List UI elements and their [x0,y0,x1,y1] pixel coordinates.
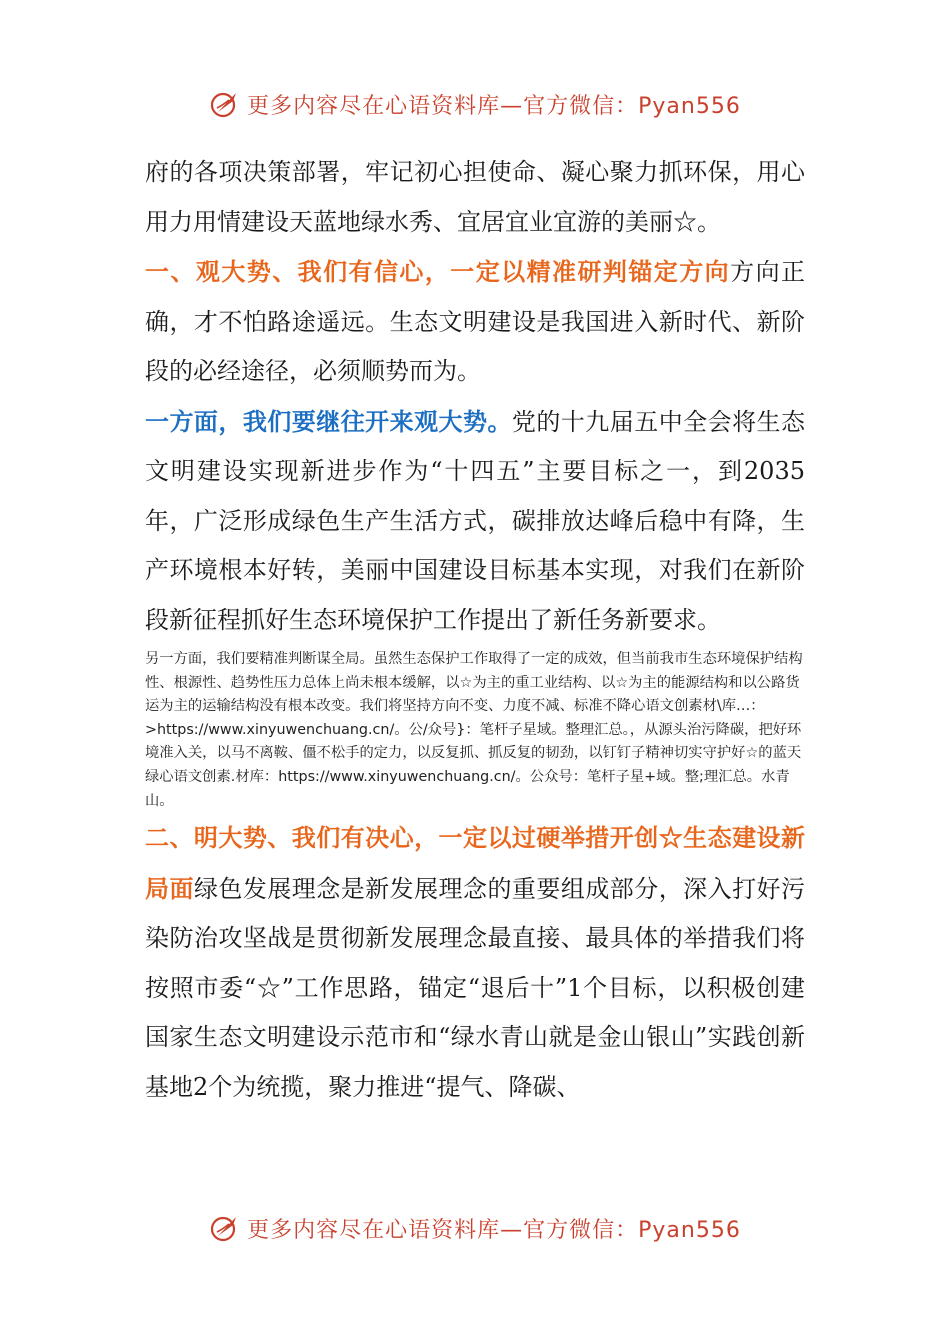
quill-logo-icon [209,1212,241,1244]
header-banner [0,84,950,124]
section-heading-two: 二、明大势、我们有决心，一定以过硬举措开创☆生态建设新局面 [145,823,805,903]
footer-banner-text: 更多内容尽在心语资料库—官方微信：Pyan556 [247,1217,741,1243]
paragraph-section-one: 一、观大势、我们有信心，一定以精准研判锚定方向方向正确，才不怕路途遥远。生态文明建设是我国进入新时代、新阶段的必经途径，必须顺势而为。 [145,257,806,385]
document-body [145,148,805,1112]
subheading-one-aspect: 一方面，我们要继往开来观大势。 [145,406,512,436]
paragraph-one-aspect: 一方面，我们要继往开来观大势。党的十九届五中全会将生态文明建设实现新进步作为“十四五”主要目标之一，到2035年，广泛形成绿色生产生活方式，碳排放达峰后稳中有降，生产环境根本好转，美丽中国建设目标基本实现，对我们在新阶段新征程抓好生态环境保护工作提出了新任务新要求。 [145,406,805,634]
quill-logo-icon [209,88,241,120]
paragraph-intro: 府的各项决策部署，牢记初心担使命、凝心聚力抓环保，用心用力用情建设天蓝地绿水秀、宜居宜业宜游的美丽☆。 [145,158,805,236]
paragraph-section-two: 二、明大势、我们有决心，一定以过硬举措开创☆生态建设新局面绿色发展理念是新发展理念的重要组成部分，深入打好污染防治攻坚战是贯彻新发展理念最直接、最具体的举措我们将按照市委“☆”工作思路，锚定“退后十”1个目标，以积极创建国家生态文明建设示范市和“绿水青山就是金山银山”实践创新基地2个为统揽，聚力推进“提气、降碳、 [145,823,806,1101]
section-heading-one: 一、观大势、我们有信心，一定以精准研判锚定方向 [145,257,731,286]
header-banner-text: 更多内容尽在心语资料库—官方微信：Pyan556 [247,93,741,119]
paragraph-other-aspect: 另一方面，我们要精准判断谋全局。虽然生态保护工作取得了一定的成效，但当前我市生态环境保护结构性、根源性、趋势性压力总体上尚未根本缓解，以☆为主的重工业结构、以☆为主的能源结构和以公路货运为主的运输结构没有根本改变。我们将坚持方向不变、力度不减、标准不降心语文创素材\库…：>https://www.xinyuwenchuang.cn/。公/众号}：笔杆子星域。整理汇总。，从源头治污降碳，把好环境准入关，以马不离鞍、僵不松手的定力，以反复抓、抓反复的韧劲，以钉钉子精神切实守护好☆的蓝天绿心语文创素.材库：https://www.xinyuwenchuang.cn/。公众号：笔杆子星+域。整;理汇总。水青山。 [145,651,803,809]
footer-banner [0,1208,950,1248]
